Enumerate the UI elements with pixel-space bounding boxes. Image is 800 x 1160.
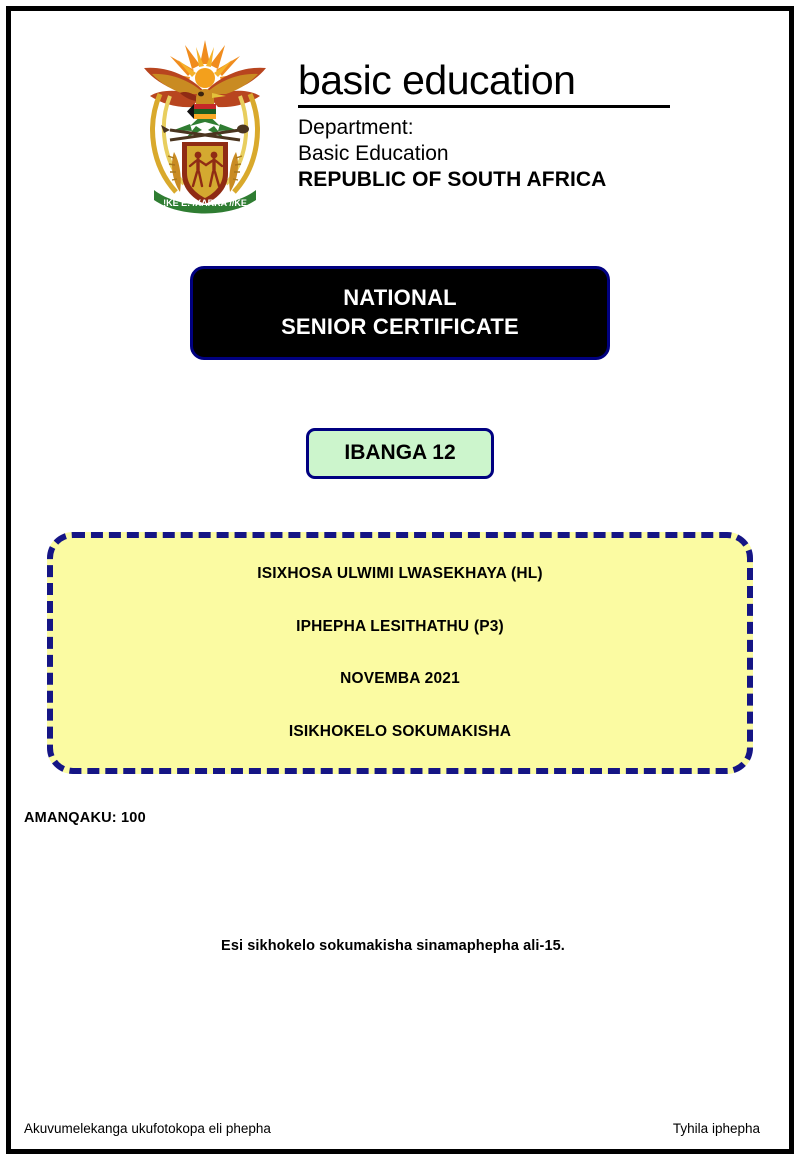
- department-header: [24, 18, 776, 218]
- paper-number: IPHEPHA LESITHATHU (P3): [296, 617, 504, 635]
- basic-education-wordmark: [298, 59, 670, 193]
- subject-details-panel: [47, 532, 753, 774]
- wordmark-rule: [298, 105, 670, 108]
- national-senior-certificate-banner: [190, 266, 610, 360]
- wordmark-department-label: Department:: [298, 116, 414, 140]
- page-count-note: Esi sikhokelo sokumakisha sinamaphepha ali-15.: [221, 938, 565, 955]
- page-content: [24, 18, 776, 1142]
- certificate-banner-line1: NATIONAL: [343, 285, 457, 310]
- document-kind: ISIKHOKELO SOKUMAKISHA: [288, 722, 512, 740]
- south-africa-coat-of-arms-icon: [130, 34, 280, 219]
- subject-name: ISIXHOSA ULWIMI LWASEKHAYA (HL): [257, 565, 543, 583]
- footer-copyright-note: Akuvumelekanga ukufotokopa eli phepha: [24, 1121, 271, 1136]
- wordmark-brand: basic education: [298, 57, 576, 104]
- certificate-banner-line2: SENIOR CERTIFICATE: [281, 314, 519, 340]
- page-footer: [24, 1121, 776, 1136]
- subject-panel-wrap: [24, 532, 776, 774]
- grade-box-wrap: [24, 428, 776, 479]
- exam-session: NOVEMBA 2021: [340, 670, 460, 688]
- wordmark-department-name: Basic Education: [298, 141, 449, 165]
- certificate-banner-wrap: [24, 266, 776, 360]
- footer-turn-over-note: Tyhila iphepha: [672, 1121, 760, 1136]
- coat-of-arms-motto: !KE E: /XARRA //KE: [163, 197, 247, 208]
- wordmark-country: REPUBLIC OF SOUTH AFRICA: [298, 167, 607, 191]
- total-marks: AMANQAKU: 100: [24, 810, 146, 827]
- grade-box: IBANGA 12: [306, 428, 494, 479]
